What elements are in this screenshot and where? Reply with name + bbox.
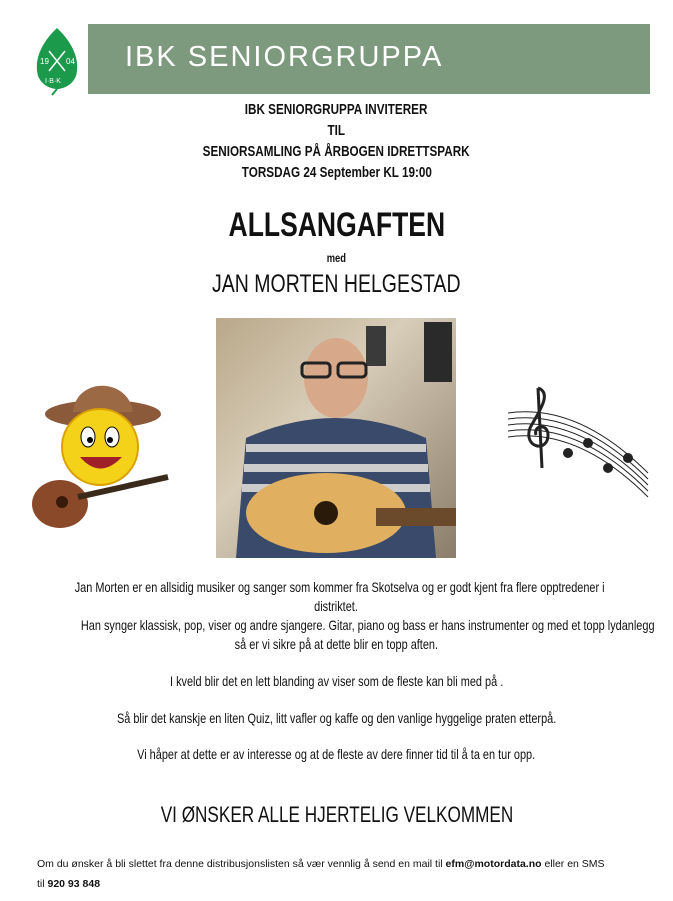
event-title: ALLSANGAFTEN <box>228 206 445 244</box>
body-line-5: I kveld blir det en lett blanding av viser som de fleste kan bli med på . <box>169 673 504 689</box>
phone-number: 920 93 848 <box>47 878 101 890</box>
email-link[interactable]: efm@motordata.no <box>445 858 542 870</box>
svg-text:04: 04 <box>66 57 75 66</box>
banner-title: IBK SENIORGRUPPA <box>125 41 444 73</box>
svg-text:I·B·K: I·B·K <box>45 78 61 85</box>
body-line-4: så er vi sikre på at dette blir en topp aften. <box>234 636 439 652</box>
footer-line-1: Om du ønsker å bli slettet fra denne distribusjonslisten så vær vennlig å send en mail til efm@motordata.no eller en SMS <box>37 858 605 870</box>
invite-line-2: TIL <box>327 122 346 139</box>
body-line-7: Vi håper at dette er av interesse og at de fleste av dere finner tid til å ta en tur opp. <box>137 746 536 762</box>
welcome-text: VI ØNSKER ALLE HJERTELIG VELKOMMEN <box>160 802 513 827</box>
cowboy-smiley-guitar-image <box>28 372 173 537</box>
event-with: med <box>326 251 347 265</box>
body-line-6: Så blir det kanskje en liten Quiz, litt vafler og kaffe og den vanlige hyggelige praten etterpå. <box>116 710 557 726</box>
header-banner <box>88 24 650 94</box>
body-line-1: Jan Morten er en allsidig musiker og sanger som kommer fra Skotselva og er godt kjent fra flere opptredener i <box>74 579 605 595</box>
svg-text:19: 19 <box>40 57 49 66</box>
ibk-logo <box>32 26 82 96</box>
footer-line-2: til 920 93 848 <box>37 878 101 890</box>
artist-photo <box>216 318 456 558</box>
invite-line-4: TORSDAG 24 September KL 19:00 <box>241 164 432 181</box>
artist-name: JAN MORTEN HELGESTAD <box>212 270 461 298</box>
invite-line-1: IBK SENIORGRUPPA INVITERER <box>245 101 428 118</box>
body-line-3: Han synger klassisk, pop, viser og andre sjangere. Gitar, piano og bass er hans instrumenter og med et topp lydanlegg <box>80 617 655 633</box>
body-line-2: distriktet. <box>314 598 359 614</box>
music-notes-image <box>508 383 653 498</box>
invite-line-3: SENIORSAMLING PÅ ÅRBOGEN IDRETTSPARK <box>203 143 470 160</box>
